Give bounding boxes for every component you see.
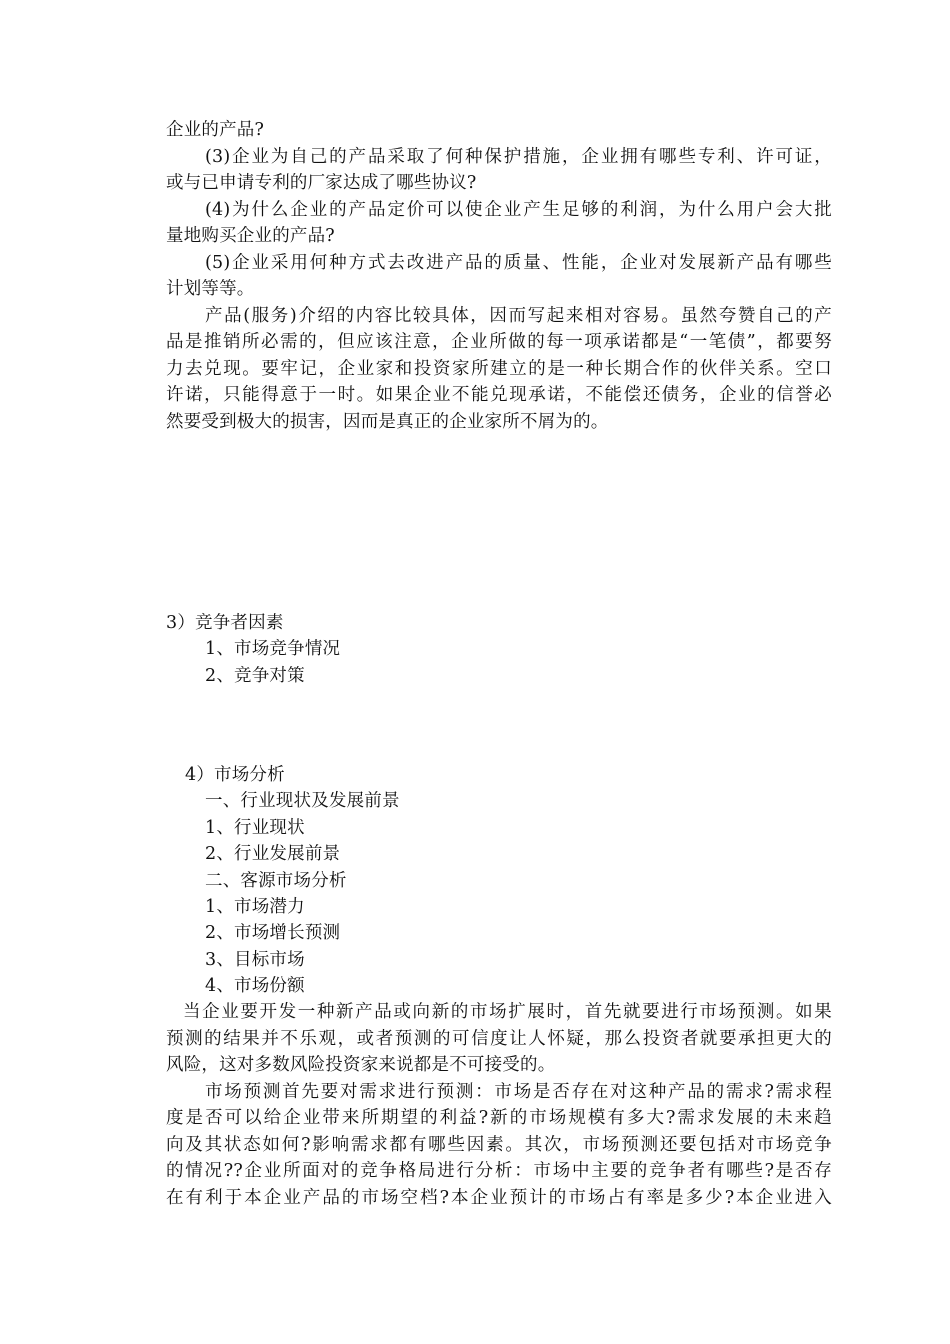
paragraph-line: 的情况??企业所面对的竞争格局进行分析：市场中主要的竞争者有哪些?是否存: [166, 1161, 832, 1181]
list-item: 1、市场潜力: [205, 897, 305, 917]
list-item: 1、行业现状: [205, 818, 305, 838]
paragraph-line: 品是推销所必需的，但应该注意，企业所做的每一项承诺都是“一笔债”，都要努: [166, 332, 832, 352]
paragraph-line: 然要受到极大的损害，因而是真正的企业家所不屑为的。: [166, 412, 609, 432]
paragraph-line: 风险，这对多数风险投资家来说都是不可接受的。: [166, 1055, 556, 1075]
paragraph-line: 量地购买企业的产品?: [166, 226, 335, 246]
paragraph-line: 在有利于本企业产品的市场空档?本企业预计的市场占有率是多少?本企业进入: [166, 1188, 832, 1208]
paragraph-line: 计划等等。: [166, 279, 255, 299]
section-heading-3: 3）竞争者因素: [166, 613, 284, 633]
list-item: 一、行业现状及发展前景: [205, 791, 400, 811]
paragraph-line: 产品(服务)介绍的内容比较具体，因而写起来相对容易。虽然夸赞自己的产: [205, 306, 832, 326]
list-item: 2、竞争对策: [205, 666, 305, 686]
paragraph-line: 市场预测首先要对需求进行预测：市场是否存在对这种产品的需求?需求程: [205, 1082, 832, 1102]
paragraph-line: 企业的产品?: [166, 120, 265, 140]
paragraph-line: 许诺，只能得意于一时。如果企业不能兑现承诺，不能偿还债务，企业的信誉必: [166, 385, 832, 405]
paragraph-line: 或与已申请专利的厂家达成了哪些协议?: [166, 173, 477, 193]
paragraph-line: (3)企业为自己的产品采取了何种保护措施，企业拥有哪些专利、许可证，: [205, 147, 832, 167]
list-item: 2、市场增长预测: [205, 923, 341, 943]
paragraph-line: 度是否可以给企业带来所期望的利益?新的市场规模有多大?需求发展的未来趋: [166, 1108, 832, 1128]
list-item: 2、行业发展前景: [205, 844, 341, 864]
list-item: 1、市场竞争情况: [205, 639, 341, 659]
paragraph-line: 向及其状态如何?影响需求都有哪些因素。其次，市场预测还要包括对市场竞争: [166, 1135, 832, 1155]
paragraph-line: 力去兑现。要牢记，企业家和投资家所建立的是一种长期合作的伙伴关系。空口: [166, 359, 832, 379]
section-heading-4: 4）市场分析: [185, 765, 285, 785]
paragraph-line: 预测的结果并不乐观，或者预测的可信度让人怀疑，那么投资者就要承担更大的: [166, 1029, 832, 1049]
paragraph-line: 当企业要开发一种新产品或向新的市场扩展时，首先就要进行市场预测。如果: [183, 1002, 832, 1022]
list-item: 二、客源市场分析: [205, 871, 347, 891]
paragraph-line: (5)企业采用何种方式去改进产品的质量、性能，企业对发展新产品有哪些: [205, 253, 832, 273]
list-item: 3、目标市场: [205, 950, 305, 970]
list-item: 4、市场份额: [205, 976, 305, 996]
paragraph-line: (4)为什么企业的产品定价可以使企业产生足够的利润，为什么用户会大批: [205, 200, 832, 220]
